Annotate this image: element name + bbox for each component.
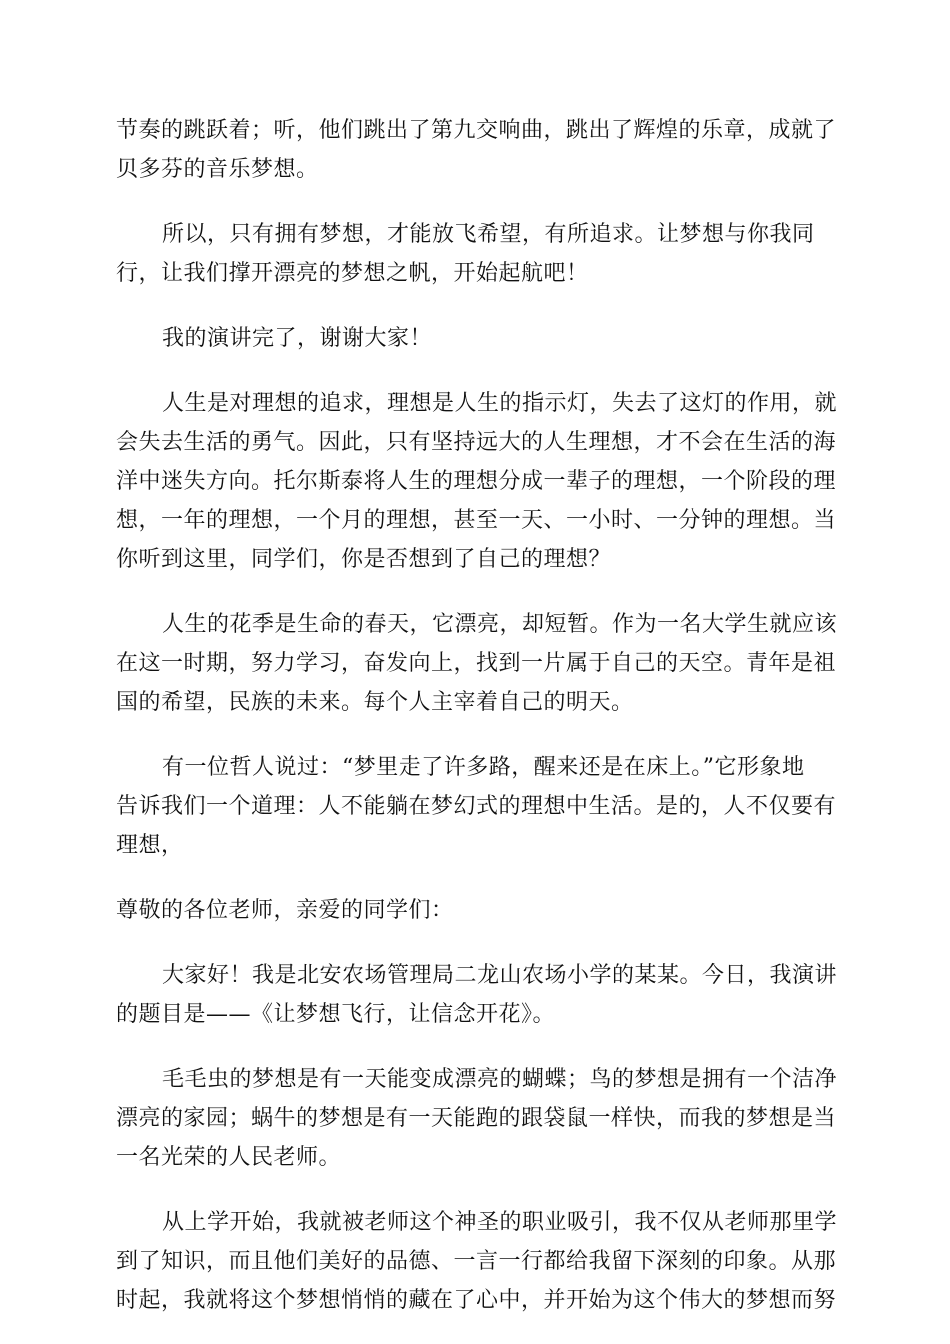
text-line: 时起，我就将这个梦想悄悄的藏在了心中，并开始为这个伟大的梦想而努 xyxy=(116,1288,837,1313)
paragraph-9 xyxy=(116,1060,836,1177)
text-line: 毛毛虫的梦想是有一天能变成漂亮的蝴蝶；鸟的梦想是拥有一个洁净 xyxy=(162,1067,838,1092)
text-line: 有一位哲人说过：“梦里走了许多路，醒来还是在床上。”它形象地 xyxy=(162,755,805,780)
paragraph-3 xyxy=(116,319,836,358)
text-line: 你听到这里，同学们，你是否想到了自己的理想？ xyxy=(116,547,612,572)
text-line: 国的希望，民族的未来。每个人主宰着自己的明天。 xyxy=(116,690,634,715)
text-line: 行，让我们撑开漂亮的梦想之帆，开始起航吧！ xyxy=(116,261,589,286)
text-line: 我的演讲完了，谢谢大家！ xyxy=(162,326,433,351)
text-line: 贝多芬的音乐梦想。 xyxy=(116,157,319,182)
text-line: 漂亮的家园；蜗牛的梦想是有一天能跑的跟袋鼠一样快，而我的梦想是当 xyxy=(116,1106,837,1131)
paragraph-2 xyxy=(116,215,836,293)
paragraph-4 xyxy=(116,384,836,579)
paragraph-10 xyxy=(116,1203,836,1320)
paragraph-7-salutation xyxy=(116,891,836,930)
text-line: 告诉我们一个道理：人不能躺在梦幻式的理想中生活。是的，人不仅要有 xyxy=(116,794,837,819)
paragraph-1 xyxy=(116,111,836,189)
paragraph-6 xyxy=(116,748,836,865)
document-body xyxy=(116,111,836,1320)
text-line: 节奏的跳跃着；听，他们跳出了第九交响曲，跳出了辉煌的乐章，成就了 xyxy=(116,118,837,143)
text-line: 到了知识，而且他们美好的品德、一言一行都给我留下深刻的印象。从那 xyxy=(116,1249,837,1274)
text-line: 在这一时期，努力学习，奋发向上，找到一片属于自己的天空。青年是祖 xyxy=(116,651,837,676)
text-line: 尊敬的各位老师，亲爱的同学们： xyxy=(116,898,454,923)
text-line: 洋中迷失方向。托尔斯泰将人生的理想分成一辈子的理想，一个阶段的理 xyxy=(116,469,837,494)
text-line: 想，一年的理想，一个月的理想，甚至一天、一小时、一分钟的理想。当 xyxy=(116,508,837,533)
text-line: 大家好！我是北安农场管理局二龙山农场小学的某某。今日，我演讲 xyxy=(162,963,838,988)
paragraph-8 xyxy=(116,956,836,1034)
text-line: 理想， xyxy=(116,833,184,858)
text-line: 从上学开始，我就被老师这个神圣的职业吸引，我不仅从老师那里学 xyxy=(162,1210,838,1235)
text-line: 人生是对理想的追求，理想是人生的指示灯，失去了这灯的作用，就 xyxy=(162,391,838,416)
text-line: 人生的花季是生命的春天，它漂亮，却短暂。作为一名大学生就应该 xyxy=(162,612,838,637)
text-line: 一名光荣的人民老师。 xyxy=(116,1145,342,1170)
text-line: 的题目是——《让梦想飞行，让信念开花》。 xyxy=(116,1002,556,1027)
paragraph-5 xyxy=(116,605,836,722)
text-line: 会失去生活的勇气。因此，只有坚持远大的人生理想，才不会在生活的海 xyxy=(116,430,837,455)
text-line: 所以，只有拥有梦想，才能放飞希望，有所追求。让梦想与你我同 xyxy=(162,222,815,247)
